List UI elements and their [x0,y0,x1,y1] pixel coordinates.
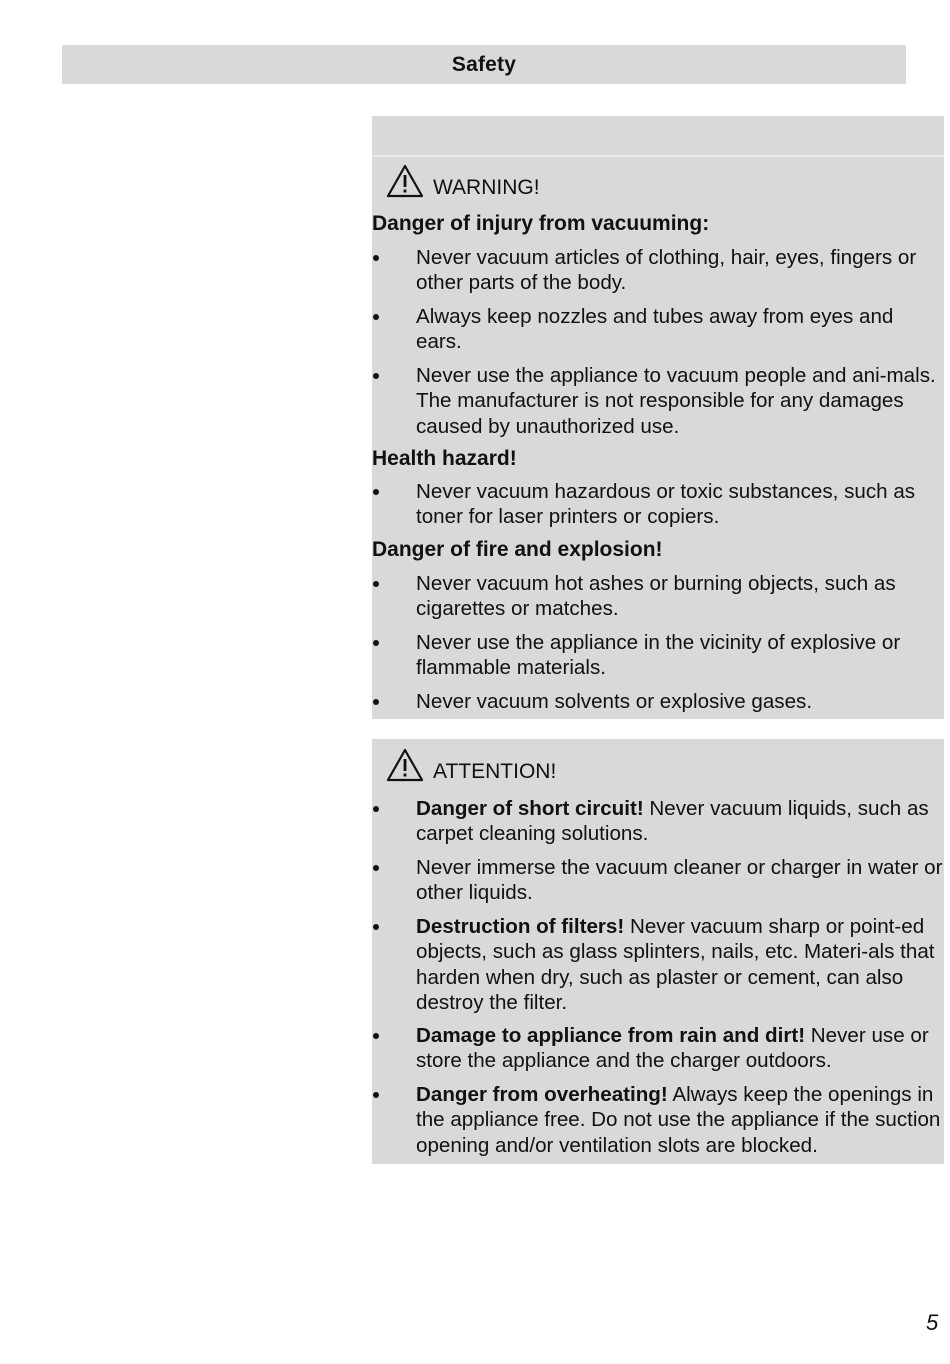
bullet-icon [373,581,379,587]
section-title-injury: Danger of injury from vacuuming: [372,212,710,235]
bullet-icon [373,489,379,495]
bullet-icon [373,865,379,871]
box-divider [372,155,944,157]
list-item: Damage to appliance from rain and dirt! Never use or store the appliance and the charger outdoors. [372,1023,944,1074]
attention-heading [386,748,556,782]
list-item: Never vacuum solvents or explosive gases. [372,689,944,714]
warning-heading [386,164,540,198]
bullet-icon [373,699,379,705]
list-item: Never vacuum articles of clothing, hair, eyes, fingers or other parts of the body. [372,245,944,296]
bullet-icon [373,1092,379,1098]
list-item: Never vacuum hot ashes or burning objects, such as cigarettes or matches. [372,571,944,622]
list-item: Always keep nozzles and tubes away from eyes and ears. [372,304,944,355]
bullet-icon [373,1033,379,1039]
list-item: Danger from overheating! Always keep the openings in the appliance free. Do not use the appliance if the suction opening and/or ventilation slots are blocked. [372,1082,944,1158]
attention-heading-text: ATTENTION! [433,760,557,783]
list-item: Never use the appliance in the vicinity of explosive or flammable materials. [372,630,944,681]
bullet-icon [373,806,379,812]
warning-triangle-icon [386,748,424,782]
bullet-icon [373,255,379,261]
list-item: Destruction of filters! Never vacuum sharp or point-ed objects, such as glass splinters, nails, etc. Materi-als that harden when dry, such as plaster or cement, can also destroy the filter. [372,914,944,1015]
warning-triangle-icon [386,164,424,198]
bullet-icon [373,640,379,646]
section-title: Safety [451,52,517,76]
list-item: Never vacuum hazardous or toxic substances, such as toner for laser printers or copiers. [372,479,944,530]
item-emphasis: Danger of short circuit! [416,797,644,820]
section-title-health: Health hazard! [372,447,517,470]
item-emphasis: Danger from overheating! [416,1083,668,1106]
attention-box [372,739,944,1164]
bullet-icon [373,373,379,379]
list-item: Never immerse the vacuum cleaner or charger in water or other liquids. [372,855,944,906]
item-emphasis: Destruction of filters! [416,915,625,938]
bullet-icon [373,924,379,930]
warning-box [372,116,944,719]
list-item: Never use the appliance to vacuum people and ani-mals. The manufacturer is not responsible for any damages caused by unauthorized use. [372,363,944,439]
item-emphasis: Damage to appliance from rain and dirt! [416,1024,806,1047]
section-title-fire: Danger of fire and explosion! [372,538,663,561]
page-number: 5 [926,1310,939,1335]
bullet-icon [373,314,379,320]
section-header [62,45,906,84]
warning-heading-text: WARNING! [433,176,540,199]
list-item: Danger of short circuit! Never vacuum liquids, such as carpet cleaning solutions. [372,796,944,847]
